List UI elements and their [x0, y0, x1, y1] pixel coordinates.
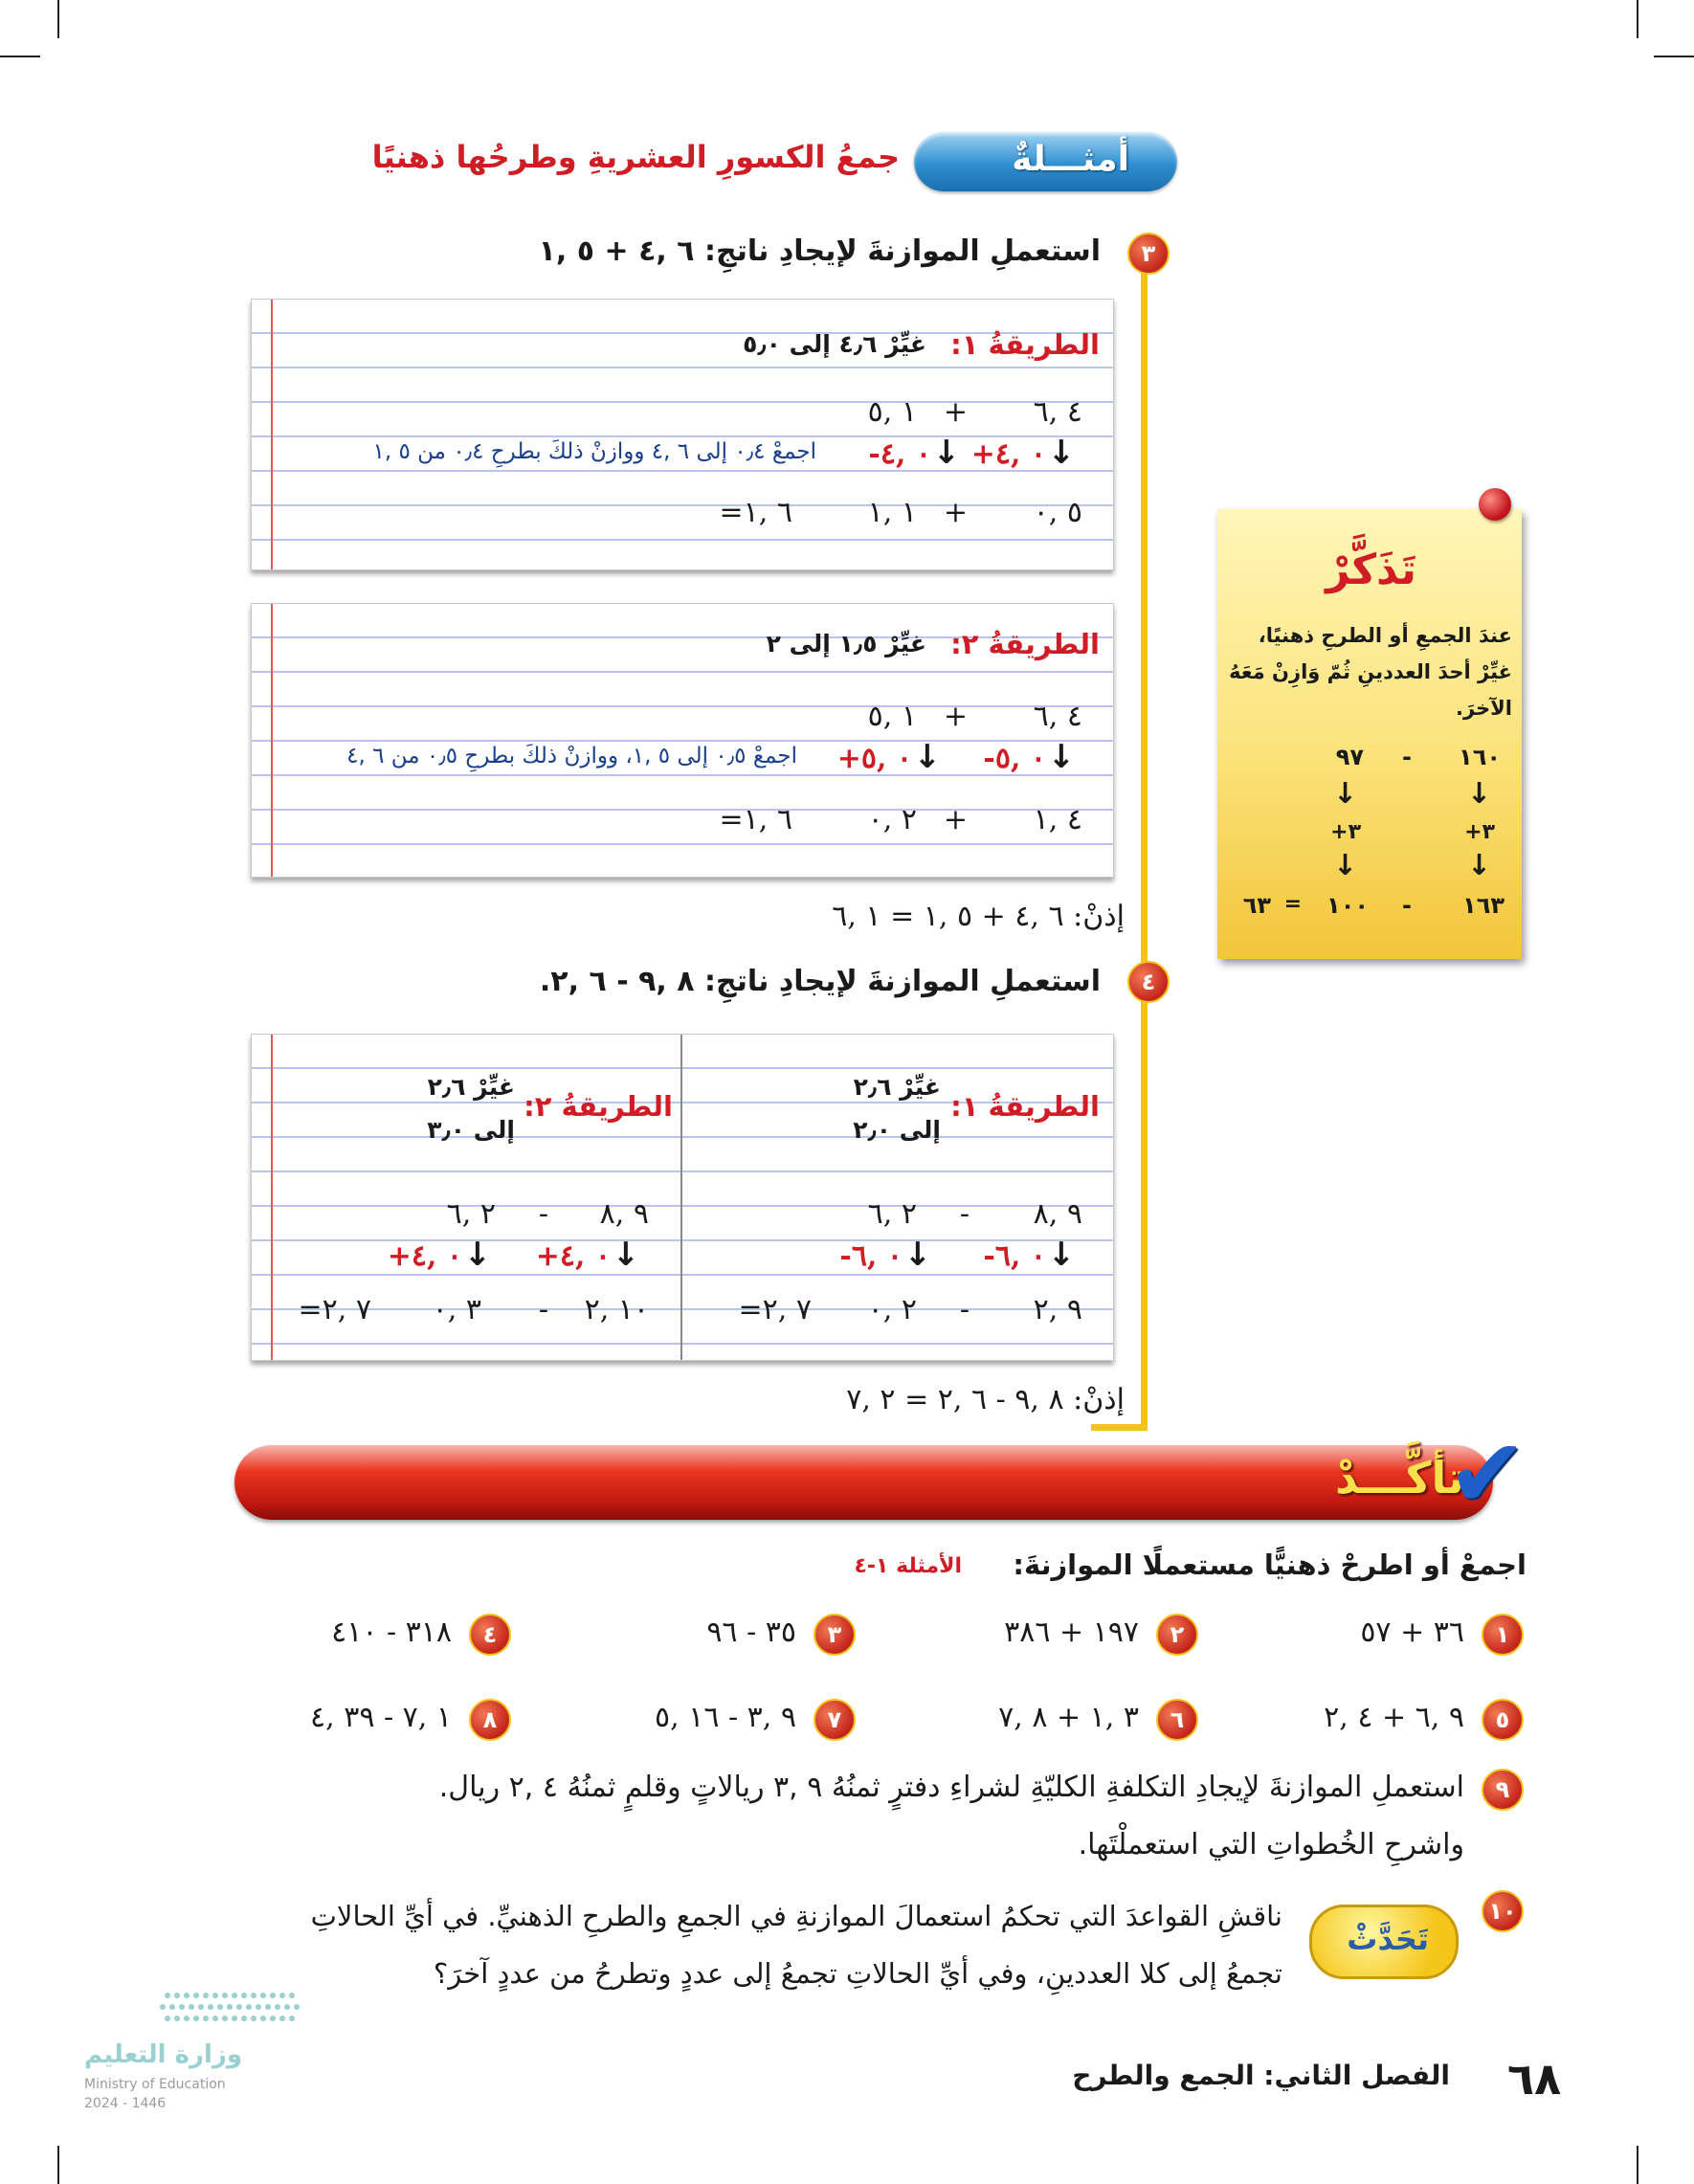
check-title: تأكَّـــدْ [1334, 1452, 1464, 1504]
remember-operand: ١٠٠ [1326, 892, 1369, 919]
remember-text: عندَ الجمعِ أو الطرحِ ذهنيًا، [1258, 624, 1512, 647]
example4-conclusion: إذنْ: ٨ ,٩ - ٦ ,٢ = ٢ ,٧ [846, 1383, 1125, 1416]
crop-mark [1654, 56, 1694, 57]
yellow-guide-line [1141, 239, 1148, 1431]
operand: ١ ,١ [867, 496, 917, 529]
operand: ٤ ,٦ [1033, 700, 1082, 733]
operand: ٢ ,٠ [867, 1293, 917, 1326]
operand: ٢ ,٦ [446, 1197, 496, 1231]
exercise-number-badge: ٦ [1156, 1699, 1198, 1741]
crop-mark [0, 56, 40, 57]
down-arrow-icon: ↓ [1466, 849, 1491, 882]
exercise-number-badge: ٧ [814, 1699, 856, 1741]
operand: ١٠ ,٢ [584, 1293, 649, 1326]
remember-text: الآخرَ. [1455, 697, 1512, 720]
example3-conclusion: إذنْ: ٦ ,٤ + ٥ ,١ = ١ ,٦ [832, 900, 1125, 933]
example4-prompt: استعملِ الموازنةَ لإيجادِ ناتجِ: ٨ ,٩ - ٦ ,٢. [539, 965, 1101, 998]
method-instruction: إلى ٣٫٠ [427, 1116, 515, 1144]
method-label: الطريقةُ ١: [950, 328, 1100, 361]
remember-note [1217, 509, 1522, 959]
question9-text: استعملِ الموازنةَ لإيجادِ التكلفةِ الكليّةِ لشراءِ دفترٍ ثمنُهُ ٩ ,٣ ريالاتٍ وقلمٍ ثمنُهُ ٤ ,٢ ريال. [438, 1771, 1464, 1804]
method-instruction: غيِّرْ ٤٫٦ إلى ٥٫٠ [743, 330, 926, 358]
crop-mark [1637, 2146, 1638, 2184]
crop-mark [57, 0, 59, 38]
operand: ٤ ,١ [1033, 803, 1082, 836]
down-arrow-icon: ↓ [1047, 1236, 1075, 1274]
example4-methods-box [251, 1034, 1114, 1361]
exercise-expression: ٩ ,٣ - ١٦ ,٥ [655, 1701, 796, 1734]
down-arrow-icon: ↓ [1332, 849, 1357, 882]
operand: ٩ ,٨ [599, 1197, 649, 1231]
example3-method1-box [251, 299, 1114, 570]
exercise-number-badge: ٨ [469, 1699, 511, 1741]
adjustment: -٠ ,٦ [983, 1239, 1046, 1273]
operand: ٩ ,٢ [1033, 1293, 1082, 1326]
exercise-expression: ٩ ,٦ + ٤ ,٢ [1324, 1701, 1464, 1734]
method-label: الطريقةُ ٢: [524, 1090, 673, 1123]
remember-operator: - [1402, 892, 1412, 919]
exercise-number-badge: ١٠ [1482, 1890, 1524, 1932]
result: =٦ ,١ [719, 496, 792, 529]
operand: ٣ ,٠ [432, 1293, 481, 1326]
down-arrow-icon: ↓ [1047, 434, 1075, 472]
remember-text: غيِّرْ أحدَ العددينِ ثُمّ وَازِنْ مَعَهُ [1229, 660, 1512, 683]
exercise-number-badge: ٣ [814, 1614, 856, 1656]
adjustment: -٠ ,٤ [868, 437, 931, 471]
exercise-expression: ٣٦ + ٥٧ [1360, 1616, 1464, 1649]
exercise-expression: ٣٥ - ٩٦ [706, 1616, 796, 1649]
operand: ٥ ,٠ [1033, 496, 1082, 529]
adjustment: +٠ ,٤ [970, 437, 1046, 471]
exercise-expression: ١٩٧ + ٣٨٦ [1004, 1616, 1139, 1649]
remember-result: ٦٣ [1242, 892, 1271, 919]
adjustment: +٠ ,٥ [836, 742, 912, 775]
section-title: جمعُ الكسورِ العشريةِ وطرحُها ذهنيًا [371, 139, 900, 175]
remember-equals: = [1283, 892, 1302, 916]
exercise-expression: ١ ,٧ - ٣٩ ,٤ [310, 1701, 452, 1734]
result: =٦ ,١ [719, 803, 792, 836]
operand: ٢ ,٠ [867, 803, 917, 836]
check-reference: الأمثلة ١-٤ [854, 1554, 962, 1578]
remember-adjustment: +٣ [1330, 820, 1361, 844]
result: =٧ ,٢ [298, 1293, 371, 1326]
down-arrow-icon: ↓ [932, 434, 960, 472]
operator: - [959, 1197, 970, 1231]
operator: + [943, 803, 968, 836]
remember-operand: ١٦٠ [1459, 744, 1501, 770]
margin-line [271, 300, 273, 569]
margin-line [271, 604, 273, 877]
method-label: الطريقةُ ٢: [950, 628, 1100, 660]
down-arrow-icon: ↓ [612, 1236, 639, 1274]
remember-title: تَذَكَّرْ [1326, 546, 1416, 594]
exercise-expression: ٣١٨ - ٤١٠ [331, 1616, 452, 1649]
pushpin-icon [1479, 488, 1511, 521]
operand: ٤ ,٦ [1033, 395, 1082, 429]
exercise-expression: ٣ ,١ + ٨ ,٧ [998, 1701, 1139, 1734]
exercise-number-badge: ٩ [1482, 1769, 1524, 1811]
example-number-badge: ٣ [1127, 233, 1170, 275]
example3-prompt: استعملِ الموازنةَ لإيجادِ ناتجِ: ٦ ,٤ + ٥ ,١ [538, 234, 1101, 268]
check-banner [234, 1445, 1493, 1520]
remember-operator: - [1402, 744, 1412, 770]
adjustment: -٠ ,٦ [839, 1239, 903, 1273]
question9-text: واشرحِ الخُطواتِ التي استعملْتَها. [1078, 1828, 1464, 1861]
examples-label: أمثـــلةٌ [1012, 140, 1129, 179]
exercise-number-badge: ٤ [469, 1614, 511, 1656]
operator: - [959, 1293, 970, 1326]
ministry-name-en: Ministry of Education [84, 2077, 226, 2092]
operator: + [943, 700, 968, 733]
page-number: ٦٨ [1507, 2053, 1562, 2105]
margin-line [271, 1035, 273, 1360]
down-arrow-icon: ↓ [903, 1236, 931, 1274]
method-instruction: إلى ٢٫٠ [853, 1116, 941, 1144]
down-arrow-icon: ↓ [463, 1236, 491, 1274]
chapter-title: الفصل الثاني: الجمع والطرح [1072, 2060, 1450, 2091]
examples-badge [914, 132, 1177, 191]
remember-operand: ٩٧ [1335, 744, 1364, 770]
operator: - [538, 1197, 548, 1231]
talk-badge [1309, 1905, 1459, 1979]
example3-method2-box [251, 603, 1114, 878]
method-explanation: اجمعْ ٠٫٥ إلى ٥ ,١، ووازنْ ذلكَ بطرحِ ٠٫٥ من ٦ ,٤ [346, 744, 797, 769]
adjustment: +٠ ,٤ [535, 1239, 611, 1273]
operator: + [943, 395, 968, 429]
down-arrow-icon: ↓ [1466, 777, 1491, 811]
crop-mark [1637, 0, 1638, 38]
ministry-name-ar: وزارة التعليم [84, 2040, 242, 2069]
checkmark-icon: ✔ [1447, 1417, 1527, 1529]
ministry-logo-icon [158, 1986, 311, 2034]
down-arrow-icon: ↓ [1047, 738, 1075, 776]
crop-mark [57, 2146, 59, 2184]
question10-text: ناقشِ القواعدَ التي تحكمُ استعمالَ الموازنةِ في الجمعِ والطرحِ الذهنيِّ. في أيِّ الحالاتِ [310, 1900, 1282, 1932]
operand: ١ ,٥ [867, 700, 917, 733]
result: =٧ ,٢ [738, 1293, 812, 1326]
operator: + [943, 496, 968, 529]
check-instruction: اجمعْ أو اطرحْ ذهنيًّا مستعملًا الموازنةَ: [1013, 1549, 1527, 1581]
method-instruction: غيِّرْ ٢٫٦ [853, 1073, 941, 1101]
question10-text: تجمعُ إلى كلا العددينِ، وفي أيِّ الحالاتِ تجمعُ إلى عددٍ وتطرحُ من عددٍ آخرَ؟ [433, 1957, 1282, 1990]
operand: ٢ ,٦ [867, 1197, 917, 1231]
method-instruction: غيِّرْ ١٫٥ إلى ٢ [766, 630, 926, 657]
operand: ١ ,٥ [867, 395, 917, 429]
down-arrow-icon: ↓ [913, 738, 941, 776]
exercise-number-badge: ٢ [1156, 1614, 1198, 1656]
method-instruction: غيِّرْ ٢٫٦ [427, 1073, 515, 1101]
adjustment: +٠ ,٤ [387, 1239, 462, 1273]
example-number-badge: ٤ [1127, 961, 1170, 1003]
adjustment: -٠ ,٥ [983, 742, 1046, 775]
column-divider [680, 1035, 682, 1360]
exercise-number-badge: ٥ [1482, 1699, 1524, 1741]
yellow-guide-foot [1091, 1424, 1148, 1431]
method-explanation: اجمعْ ٠٫٤ إلى ٦ ,٤ ووازنْ ذلكَ بطرحِ ٠٫٤ من ٥ ,١ [372, 439, 816, 464]
down-arrow-icon: ↓ [1332, 777, 1357, 811]
method-label: الطريقةُ ١: [950, 1090, 1100, 1123]
talk-label: تَحَدَّثْ [1347, 1921, 1429, 1957]
remember-operand: ١٦٣ [1462, 892, 1505, 919]
exercise-number-badge: ١ [1482, 1614, 1524, 1656]
ministry-year: 2024 - 1446 [84, 2096, 167, 2111]
operator: - [538, 1293, 548, 1326]
remember-adjustment: +٣ [1464, 820, 1495, 844]
operand: ٩ ,٨ [1033, 1197, 1082, 1231]
